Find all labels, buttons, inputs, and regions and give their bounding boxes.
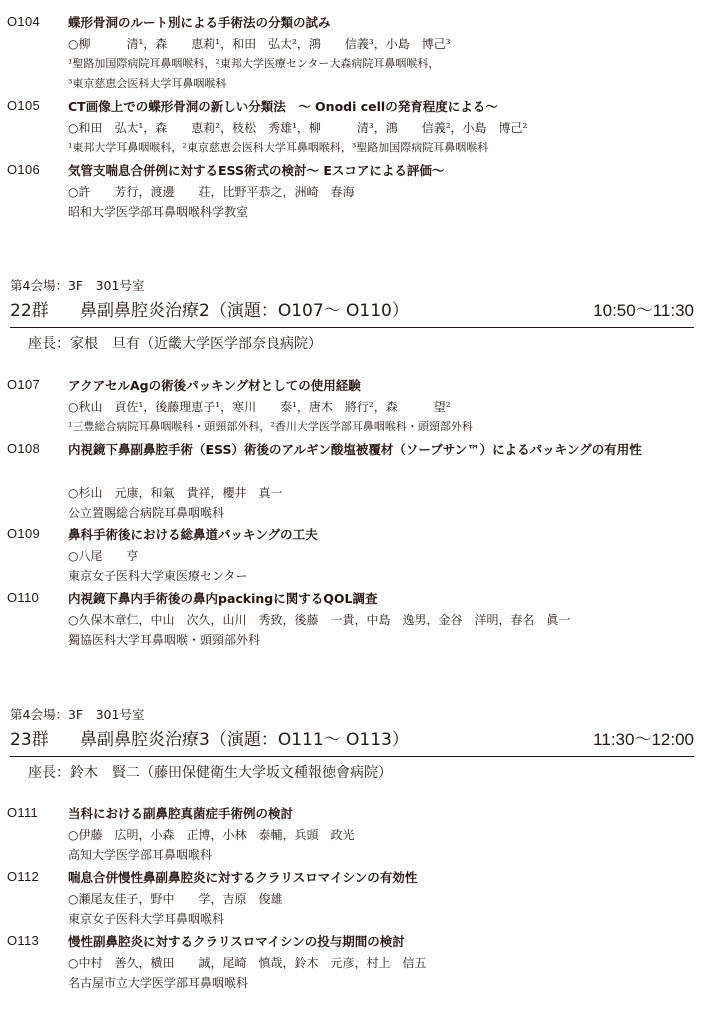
abstract-affiliation: 名古屋市立大学医学部耳鼻咽喉科 (68, 976, 249, 990)
session-chair: 座長：鈴木 賢二（藤田保健衛生大学坂文種報徳會病院） (28, 765, 392, 781)
abstract-title: 当科における副鼻腔真菌症手術例の検討 (68, 806, 294, 821)
session-time: 10:50～11:30 (593, 301, 694, 320)
abstract-authors: ○許 芳行，渡邊 荘，比野平恭之，洲崎 春海 (68, 185, 355, 199)
abstract-authors: ○伊藤 広明，小森 正博，小林 泰輔，兵頭 政光 (68, 828, 355, 842)
abstract-title: アクアセルAgの術後パッキング材としての使用経験 (68, 378, 361, 393)
abstract-authors: ○久保木章仁，中山 次久，山川 秀致，後藤 一貴，中島 逸男，金谷 洋明，春名 眞一 (68, 613, 571, 627)
abstract-affiliation: 東京女子医科大学東医療センター (68, 569, 248, 583)
session-number: 23群 (10, 730, 49, 750)
abstract-title: 蝶形骨洞のルート別による手術法の分類の試み (68, 15, 331, 30)
abstract-title: 内視鏡下鼻副鼻腔手術（ESS）術後のアルギン酸塩被覆材（ソーブサン™）によるパッキングの有用性 (68, 442, 642, 457)
abstract-code: O112 (7, 869, 40, 884)
venue-label: 第4会場：3F 301号室 (10, 707, 145, 722)
abstract-code: O108 (7, 441, 41, 456)
abstract-title: 気管支喘息合併例に対するESS術式の検討～ Eスコアによる評価～ (68, 163, 445, 178)
abstract-affiliation: 昭和大学医学部耳鼻咽喉科学教室 (68, 205, 249, 219)
session-number: 22群 (10, 301, 49, 321)
abstract-code: O104 (7, 14, 41, 29)
abstract-affiliation: 公立置賜総合病院耳鼻咽喉科 (68, 506, 225, 520)
abstract-code: O111 (7, 805, 39, 820)
abstract-authors: ○杉山 元康，和氣 貴祥，櫻井 真一 (68, 486, 283, 500)
abstract-title: 内視鏡下鼻内手術後の鼻内packingに関するQOL調査 (68, 591, 378, 606)
abstract-code: O105 (7, 98, 41, 113)
abstract-code: O109 (7, 526, 41, 541)
abstract-affiliation: 獨協医科大学耳鼻咽喉・頭頸部外科 (68, 633, 261, 647)
abstract-authors: ○秋山 貢佐¹，後藤理恵子¹，寒川 泰¹，唐木 將行²，森 望² (68, 400, 451, 414)
session-chair: 座長：家根 旦有（近畿大学医学部奈良病院） (28, 336, 322, 352)
abstract-affiliation: 高知大学医学部耳鼻咽喉科 (68, 848, 213, 862)
abstract-affiliation: ¹三豊総合病院耳鼻咽喉科・頭頸部外科，²香川大学医学部耳鼻咽喉科・頭頸部外科 (68, 420, 473, 433)
abstract-affiliation: ³東京慈恵会医科大学耳鼻咽喉科 (68, 77, 227, 90)
abstract-title: 鼻科手術後における総鼻道パッキングの工夫 (68, 527, 318, 542)
abstract-affiliation: ¹聖路加国際病院耳鼻咽喉科，²東邦大学医療センター大森病院耳鼻咽喉科， (68, 57, 440, 70)
abstract-affiliation: ¹東邦大学耳鼻咽喉科，²東京慈恵会医科大学耳鼻咽喉科，³聖路加国際病院耳鼻咽喉科 (68, 141, 489, 154)
abstract-code: O110 (7, 590, 40, 605)
abstract-authors: ○瀬尾友佳子，野中 学，吉原 俊雄 (68, 892, 283, 906)
session-title: 鼻副鼻腔炎治療2（演題：O107～ O110） (80, 301, 409, 321)
session-header (10, 726, 694, 757)
abstract-code: O107 (7, 377, 41, 392)
abstract-code: O106 (7, 162, 41, 177)
abstract-authors: ○中村 善久，横田 誠，尾崎 慎哉，鈴木 元彦，村上 信五 (68, 956, 427, 970)
session-title: 鼻副鼻腔炎治療3（演題：O111～ O113） (80, 730, 409, 750)
abstract-title: 慢性副鼻腔炎に対するクラリスロマイシンの投与期間の検討 (68, 934, 405, 949)
session-time: 11:30～12:00 (593, 730, 694, 749)
abstract-title: CT画像上での蝶形骨洞の新しい分類法 ～ Onodi cellの発育程度による～ (68, 99, 498, 114)
venue-label: 第4会場：3F 301号室 (10, 278, 145, 293)
abstract-authors: ○柳 清¹，森 恵莉¹，和田 弘太²，鴻 信義³，小島 博己³ (68, 37, 451, 51)
abstract-authors: ○八尾 亨 (68, 549, 139, 563)
abstract-authors: ○和田 弘太¹，森 恵莉²，枝松 秀雄¹，柳 清³，鴻 信義²，小島 博己² (68, 121, 528, 135)
abstract-affiliation: 東京女子医科大学耳鼻咽喉科 (68, 912, 225, 926)
abstract-code: O113 (7, 933, 40, 948)
session-header (10, 297, 694, 328)
abstract-title: 喘息合併慢性鼻副鼻腔炎に対するクラリスロマイシンの有効性 (68, 870, 418, 885)
